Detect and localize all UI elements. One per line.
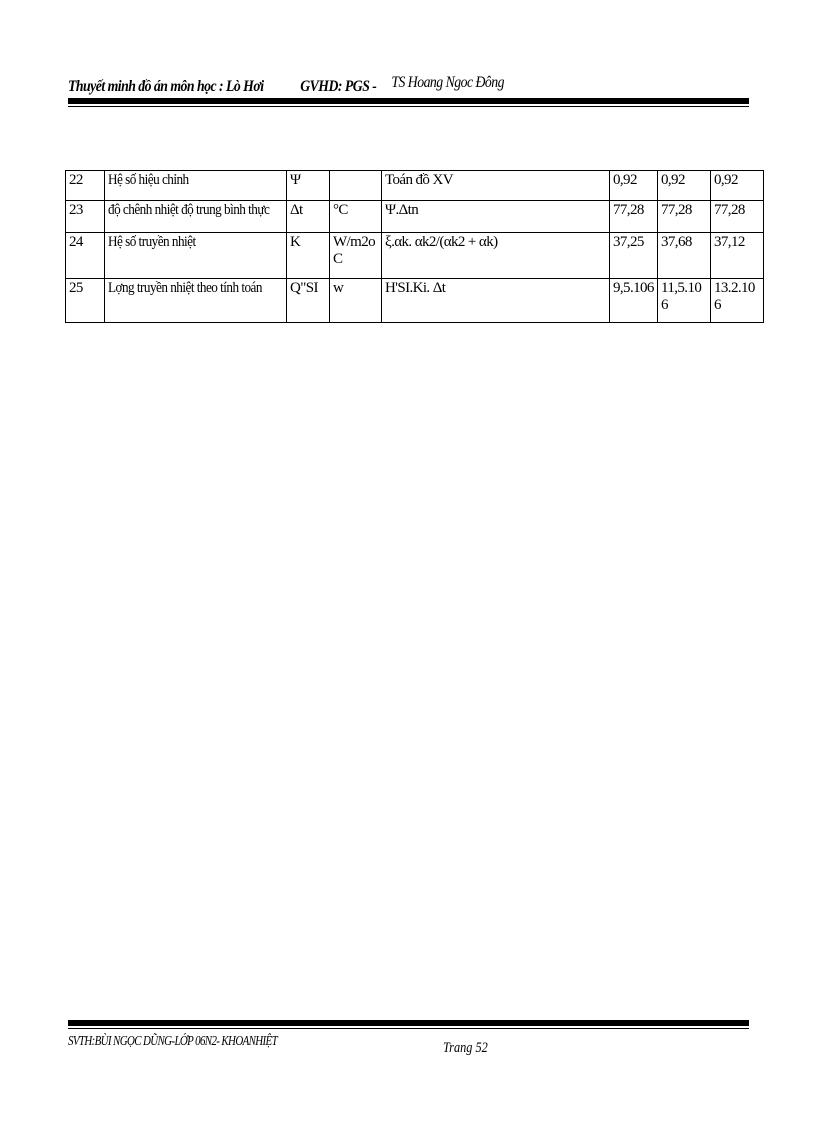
value-3: 77,28 [711,201,764,233]
row-number: 23 [66,201,105,233]
calculation-table [65,170,764,323]
table-row [66,201,764,233]
quantity-symbol: Ψ [287,171,330,201]
value-2: 77,28 [658,201,711,233]
student-info: SVTH:BÙI NGỌC DŨNG-LỚP 06N2- KHOANHIỆT [68,1034,278,1049]
value-1: 77,28 [610,201,658,233]
quantity-name: Hệ số truyền nhiệt [105,233,287,279]
value-3: 37,12 [711,233,764,279]
footer-rule-thick [68,1020,749,1026]
formula: ξ.αk. αk2/(αk2 + αk) [382,233,610,279]
quantity-symbol: Q"SI [287,279,330,323]
quantity-name: Hệ số hiệu chỉnh [105,171,287,201]
quantity-symbol: Δt [287,201,330,233]
value-1: 9,5.106 [610,279,658,323]
footer-rule-thin [68,1028,749,1029]
header-rule-thin [68,106,749,107]
quantity-name: độ chênh nhiệt độ trung bình thực [105,201,287,233]
row-number: 22 [66,171,105,201]
formula: Toán đồ XV [382,171,610,201]
value-3: 0,92 [711,171,764,201]
supervisor-name: TS Hoang Ngoc Đông [391,74,505,91]
row-number: 24 [66,233,105,279]
formula: H'SI.Ki. Δt [382,279,610,323]
page-number: Trang 52 [443,1040,488,1056]
quantity-name: Lợng truyền nhiệt theo tính toán [105,279,287,323]
value-1: 37,25 [610,233,658,279]
table-row [66,171,764,201]
quantity-unit: W/m2oC [330,233,382,279]
quantity-unit: w [330,279,382,323]
value-2: 37,68 [658,233,711,279]
quantity-symbol: K [287,233,330,279]
page-header [68,74,653,94]
quantity-unit: °C [330,201,382,233]
table-row [66,279,764,323]
table-row [66,233,764,279]
formula: Ψ.Δtn [382,201,610,233]
value-1: 0,92 [610,171,658,201]
quantity-unit [330,171,382,201]
value-2: 11,5.106 [658,279,711,323]
value-3: 13.2.106 [711,279,764,323]
header-rule-thick [68,98,749,104]
row-number: 25 [66,279,105,323]
document-title: Thuyết minh đồ án môn học : Lò Hơi [68,78,264,95]
value-2: 0,92 [658,171,711,201]
supervisor-label: GVHD: PGS - [300,78,377,95]
